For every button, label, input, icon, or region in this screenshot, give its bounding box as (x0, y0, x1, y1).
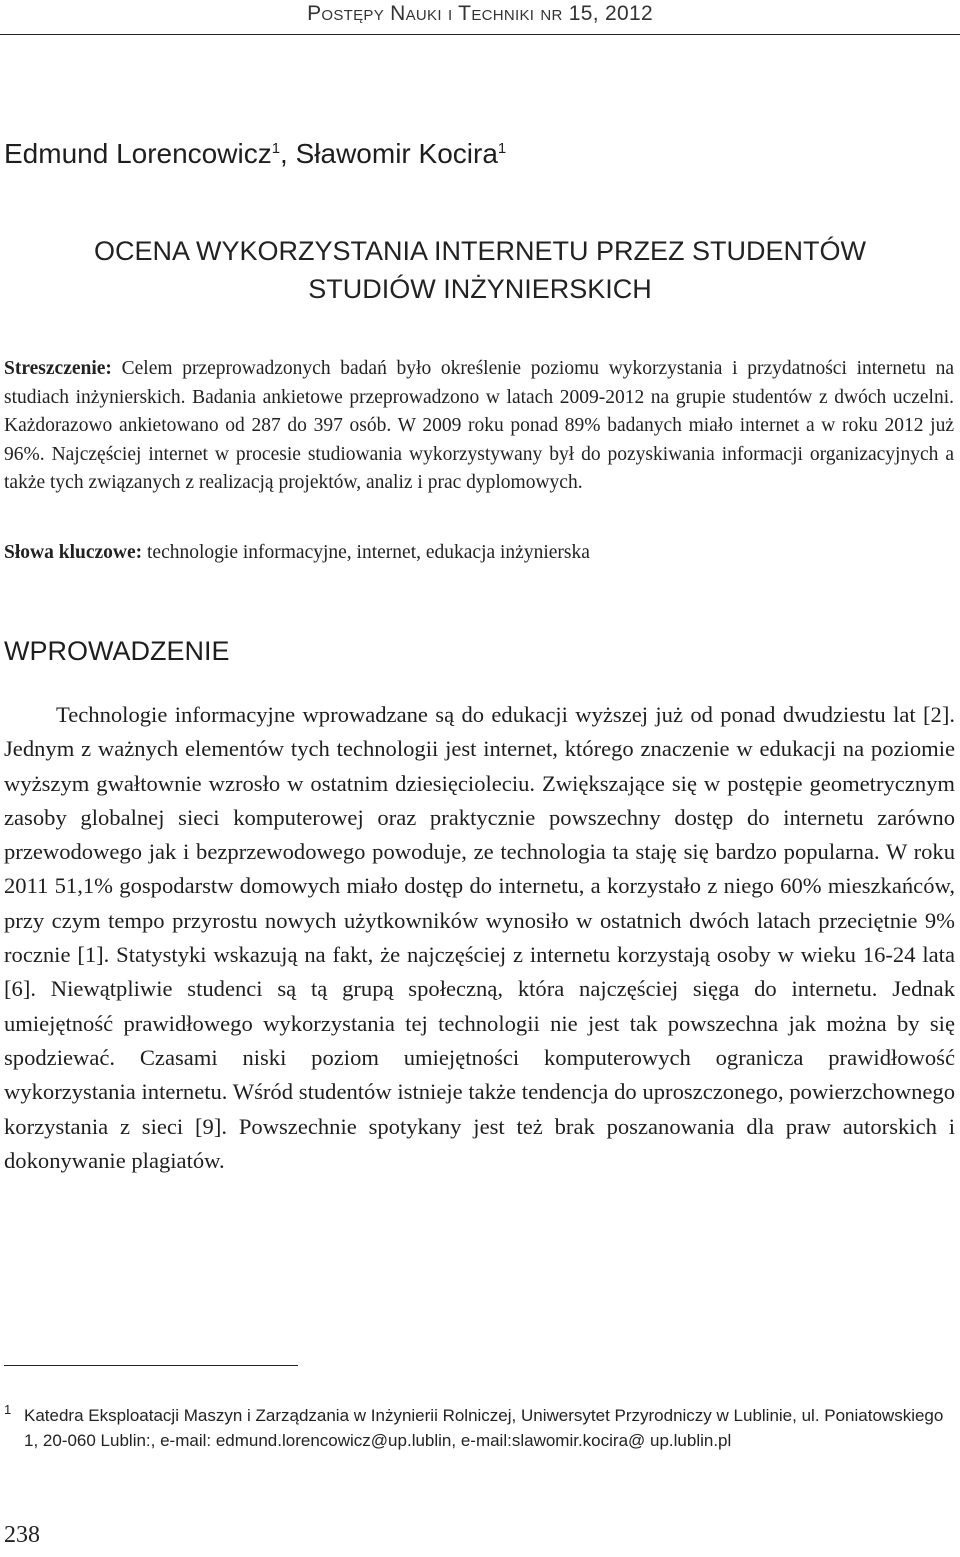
footnote-rule (4, 1365, 298, 1366)
paper-title-line-2: STUDIÓW INŻYNIERSKICH (308, 274, 652, 304)
abstract (4, 355, 954, 498)
footnote (4, 1403, 956, 1453)
footnote-mark: 1 (4, 1402, 12, 1417)
author-2-affiliation-mark: 1 (497, 140, 507, 157)
author-1-affiliation-mark: 1 (271, 140, 281, 157)
footnote-text: Katedra Eksploatacji Maszyn i Zarządzania w Inżynierii Rolniczej, Uniwersytet Przyrodniczy w Lublinie, ul. Poniatowskiego 1, 20-060 Lublin:, e-mail: edmund.lorencowicz@up.lublin, e-mail:slawomir.kocira@ up.lublin.pl (24, 1406, 944, 1450)
authors-line (4, 138, 506, 170)
author-2-name: Sławomir Kocira (295, 138, 498, 169)
introduction-paragraph: Technologie informacyjne wprowadzane są do edukacji wyższej już od ponad dwudziestu lat [2]. Jednym z ważnych elementów tych technologii jest internet, którego znaczenie w edukacji na poziomie wyższym gwałtownie wzrosło w ostatnim dziesięcioleciu. Zwiększające się w postępie geometrycznym zasoby globalnej sieci komputerowej oraz praktycznie powszechny dostęp do internetu zarówno przewodowego jak i bezprzewodowego powoduje, ze technologia ta staję się bardzo popularna. W roku 2011 51,1% gospodarstw domowych miało dostęp do internetu, a korzystało z niego 60% mieszkańców, przy czym tempo przyrostu nowych użytkowników wynosiło w ostatnich dwóch latach przeciętnie 9% rocznie [1]. Statystyki wskazują na fakt, że najczęściej z internetu korzystają osoby w wieku 16-24 lata [6]. Niewątpliwie studenci są tą grupą społeczną, która najczęściej sięga do internetu. Jednak umiejętność prawidłowego wykorzystania tej technologii nie jest tak powszechna jak można by się spodziewać. Czasami niski poziom umiejętności komputerowych ogranicza prawidłowość wykorzystania internetu. Wśród studentów istnieje także tendencja do uproszczonego, powierzchownego korzystania z sieci [9]. Powszechnie spotykany jest też brak poszanowania dla praw autorskich i dokonywanie plagiatów. (4, 702, 955, 1173)
running-header: Postępy Nauki i Techniki nr 15, 2012 (307, 2, 653, 25)
author-separator: , (280, 138, 296, 169)
keywords-text: technologie informacyjne, internet, edukacja inżynierska (142, 542, 590, 563)
paper-title-line-1: OCENA WYKORZYSTANIA INTERNETU PRZEZ STUDENTÓW (93, 236, 867, 266)
page-number: 238 (4, 1522, 40, 1548)
header-rule (0, 34, 960, 35)
section-heading-introduction: WPROWADZENIE (4, 636, 230, 666)
author-1-name: Edmund Lorencowicz (4, 138, 272, 169)
paper-title (0, 232, 960, 308)
keywords-label: Słowa kluczowe: (4, 542, 143, 563)
keywords (4, 542, 954, 564)
abstract-label: Streszczenie: (4, 358, 112, 379)
abstract-text: Celem przeprowadzonych badań było określenie poziomu wykorzystania i przydatności internetu na studiach inżynierskich. Badania ankietowe przeprowadzono w latach 2009-2012 na grupie studentów z dwóch uczelni. Każdorazowo ankietowano od 287 do 397 osób. W 2009 roku ponad 89% badanych miało internet a w roku 2012 już 96%. Najczęściej internet w procesie studiowania wykorzystywany był do pozyskiwania informacji organizacyjnych a także tych związanych z realizacją projektów, analiz i prac dyplomowych. (4, 358, 954, 494)
